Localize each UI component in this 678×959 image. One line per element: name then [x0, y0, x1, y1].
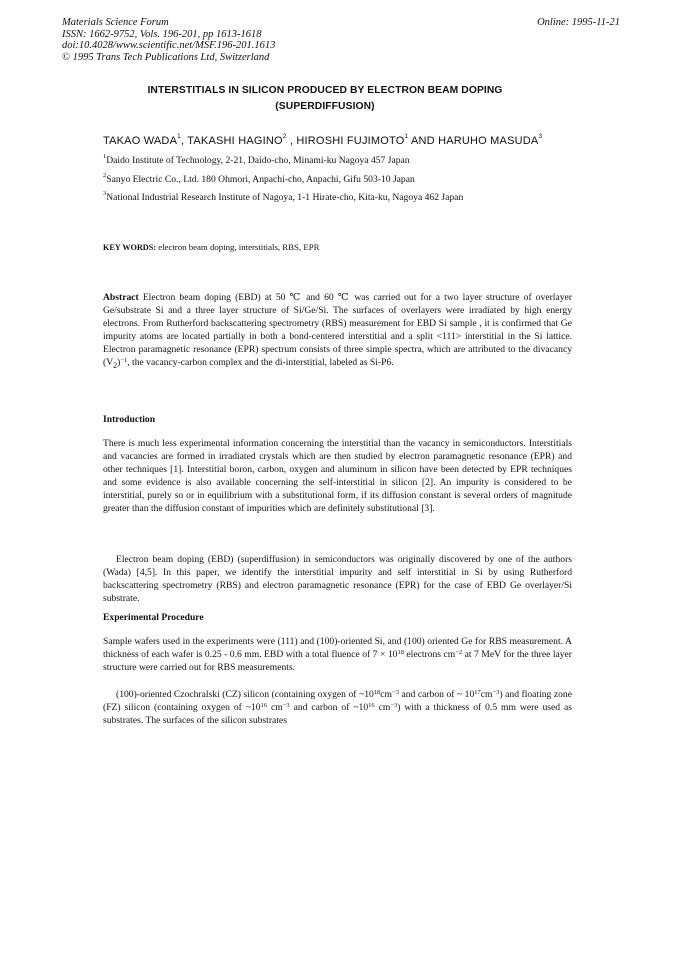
author-name: HIROSHI FUJIMOTO: [296, 135, 405, 147]
author-name: TAKASHI HAGINO: [187, 135, 283, 147]
publication-header: [62, 17, 275, 63]
introduction-paragraph-2: Electron beam doping (EBD) (superdiffusion) in semiconductors was originally discovered by one of the authors (Wada) [4,5]. In this paper, we identify the interstitial impurity and self interstitial in Si by using Rutherford backscattering spectrometry (RBS) and electron paramagnetic resonance (EPR) for the case of EBD Ge overlayer/Si substrate.: [103, 554, 572, 604]
affiliation-1: $^1$Daido Institute of Technology, 2-21, Daido-cho, Minami-ku Nagoya 457 Japan: [103, 153, 410, 166]
author-name: TAKAO WADA: [103, 135, 178, 147]
experimental-paragraph-1: Sample wafers used in the experiments were (111) and (100)-oriented Si, and (100) oriented Ge for RBS measurement. A thickness of each wafer is 0.25 - 0.6 mm. EBD with a total fluence of $7 \times 10^{18}$ electrons $cm^{-2}$ at 7 MeV for the three layer structure were carried out for RBS measurements.: [103, 636, 572, 673]
section-heading-introduction: Introduction: [103, 414, 156, 425]
author-sup: 1: [404, 133, 409, 140]
author-sup: 1: [177, 133, 181, 140]
issn-line: ISSN: 1662-9752, Vols. 196-201, pp 1613-1618: [62, 28, 262, 40]
experimental-paragraph-2: (100)-oriented Czochralski (CZ) silicon (containing oxygen of $\sim 10^{18}cm^{-3}$ and carbon of ~ $10^{17}cm^{-3}$) and floating zone (FZ) silicon (containing oxygen of $\sim 10^{16}$ $cm^{-3}$ and carbon of $\sim 10^{16}$ $cm^{-3}$) with a thickness of 0.5 mm were used as substrates. The surfaces of the silicon substrates: [103, 689, 573, 726]
keywords: [103, 242, 319, 252]
author-sup: 3: [538, 133, 543, 140]
doi-line: doi:10.4028/www.scientific.net/MSF.196-201.1613: [62, 40, 276, 51]
keywords-text: electron beam doping, interstitials, RBS, EPR: [156, 242, 320, 252]
author-list: TAKAO WADA$^1$, TAKASHI HAGINO$^2$ , HIROSHI FUJIMOTO$^1$ AND HARUHO MASUDA$^3$: [103, 133, 543, 147]
online-date: Online: 1995-11-21: [537, 17, 620, 28]
abstract-label: Abstract: [103, 292, 139, 303]
section-heading-experimental: Experimental Procedure: [103, 612, 204, 623]
affiliation-3: $^3$National Industrial Research Institute of Nagoya, 1-1 Hirate-cho, Kita-ku, Nagoya 462 Japan: [103, 190, 464, 203]
paper-title-line-2: (SUPERDIFFUSION): [275, 101, 375, 112]
abstract: Abstract Electron beam doping (EBD) at 50 ℃ and 60 ℃ was carried out for a two layer structure of overlayer Ge/substrate Si and a three layer structure of Si/Ge/Si. The surfaces of overlayers were irradiated by high energy electrons. From Rutherford backscattering spectrometry (RBS) measurement for EBD Si sample , it is confirmed that Ge impurity atoms are located partially in both a bond-centered interstitial and a split <111> interstitial in the Si lattice. Electron paramagnetic resonance (EPR) spectrum consists of three simple spectra, which are attributed to the divacancy $(V_2)^{-1}$, the vacancy-carbon complex and the di-interstitial, labeled as Si-P6.: [103, 292, 572, 370]
paper-title-line-1: INTERSTITIALS IN SILICON PRODUCED BY ELECTRON BEAM DOPING: [147, 85, 503, 96]
introduction-paragraph-1: There is much less experimental information concerning the interstitial than the vacancy in semiconductors. Interstitials and vacancies are formed in irradiated crystals which are then studied by electron paramagnetic resonance (EPR) and other techniques [1]. Interstitial boron, carbon, oxygen and aluminum in silicon have been detected by EPR techniques and some evidence is also available concerning the self-interstitial in silicon [2]. An impurity is considered to be interstitial, purely so or in equilibrium with a substitutional form, if its diffusion constant is several orders of magnitude greater than the diffusion constant of impurities which are definitely substitutional [3].: [103, 438, 572, 514]
author-name: HARUHO MASUDA: [438, 135, 539, 147]
copyright-line: © 1995 Trans Tech Publications Ltd, Switzerland: [62, 51, 270, 63]
keywords-label: KEY WORDS:: [103, 243, 156, 252]
journal-name: Materials Science Forum: [62, 17, 169, 28]
author-sup: 2: [282, 133, 287, 140]
affiliation-2: $^2$Sanyo Electric Co., Ltd. 180 Ohmori, Anpachi-cho, Anpachi, Gifu 503-10 Japan: [103, 172, 415, 185]
